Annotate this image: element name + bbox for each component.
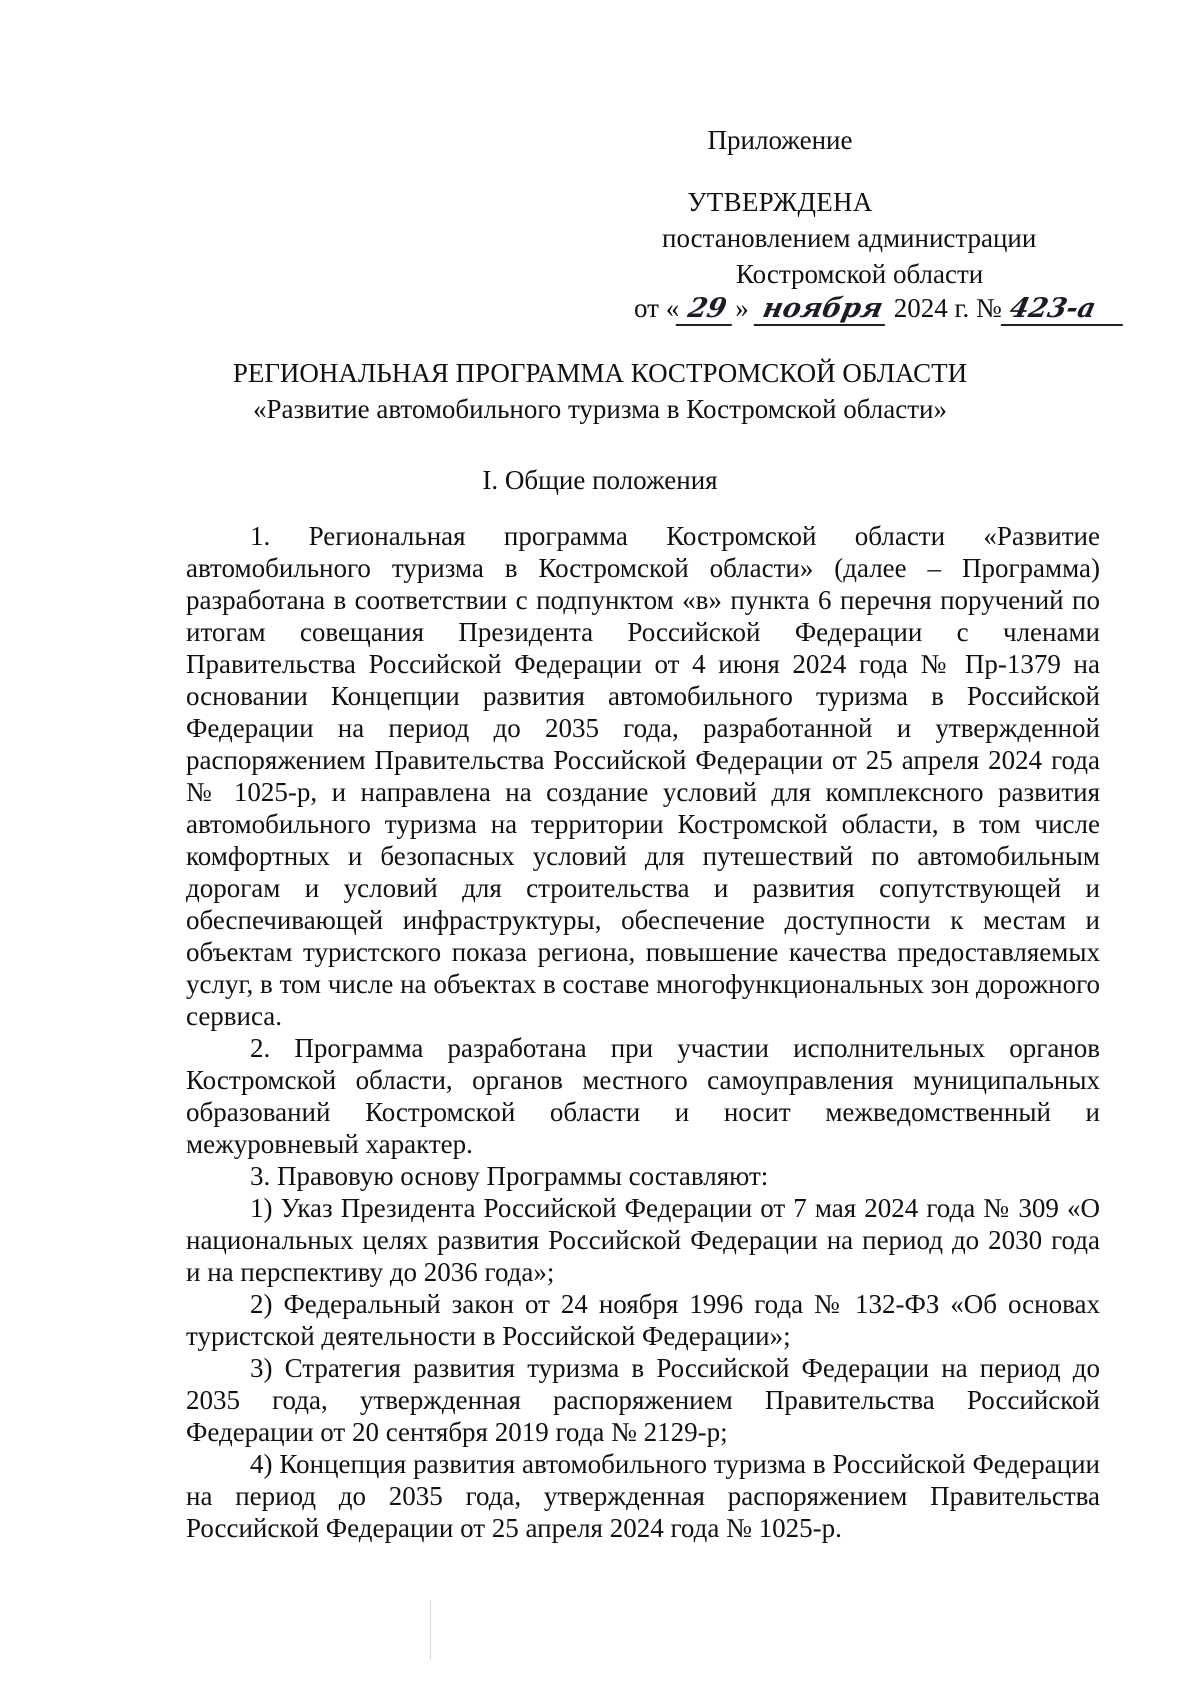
program-title-line1: РЕГИОНАЛЬНАЯ ПРОГРАММА КОСТРОМСКОЙ ОБЛАСТИ [232, 358, 968, 388]
list-item-3: 3) Стратегия развития туризма в Российской Федерации на период до 2035 года, утвержденная распоряжением Правительства Российской Федерации от 20 сентября 2019 года № 2129-р; [186, 1353, 1100, 1447]
decree-date-line [634, 290, 1126, 326]
list-item-2: 2) Федеральный закон от 24 ноября 1996 года № 132-ФЗ «Об основах туристской деятельности в Российской Федерации»; [186, 1289, 1100, 1351]
scan-artifact-line [430, 1600, 431, 1660]
approved-label: УТВЕРЖДЕНА [687, 187, 873, 217]
list-item-1: 1) Указ Президента Российской Федерации от 7 мая 2024 года № 309 «О национальных целях развития Российской Федерации на период до 2030 года и на перспективу до 2036 года»; [186, 1193, 1100, 1287]
region-label: Костромской области [736, 259, 984, 289]
decree-label: постановлением администрации [662, 223, 1037, 253]
program-title [100, 355, 1100, 427]
section-title: I. Общие положения [482, 465, 718, 495]
date-prefix: от « [634, 293, 680, 323]
list-item-4: 4) Концепция развития автомобильного туризма в Российской Федерации на период до 2035 года, утвержденная распоряжением Правительства Российской Федерации от 25 апреля 2024 года № 1025-р. [186, 1449, 1100, 1543]
paragraph-2: 2. Программа разработана при участии исполнительных органов Костромской области, органов местного самоуправления муниципальных образований Костромской области и носит межведомственный и межуровневый характер. [186, 1033, 1100, 1159]
handwritten-day: 29 [676, 294, 739, 326]
handwritten-number: 423-а [1000, 294, 1129, 326]
paragraph-3: 3. Правовую основу Программы составляют: [250, 1161, 769, 1191]
paragraph-1: 1. Региональная программа Костромской области «Развитие автомобильного туризма в Костромской области» (далее – Программа) разработана в соответствии с подпунктом «в» пункта 6 перечня поручений по итогам совещания Президента Российской Федерации с членами Правительства Российской Федерации от 4 июня 2024 года № Пр-1379 на основании Концепции развития автомобильного туризма в Российской Федерации на период до 2035 года, разработанной и утвержденной распоряжением Правительства Российской Федерации от 25 апреля 2024 года № 1025-р, и направлена на создание условий для комплексного развития автомобильного туризма на территории Костромской области, в том числе комфортных и безопасных условий для путешествий по автомобильным дорогам и условий для строительства и развития сопутствующей и обеспечивающей инфраструктуры, обеспечение доступности к местам и объектам туристского показа региона, повышение качества предоставляемых услуг, в том числе на объектах в составе многофункциональных зон дорожного сервиса. [186, 521, 1100, 1031]
date-mid: » [735, 293, 749, 323]
handwritten-month: ноября [753, 294, 891, 326]
appendix-label: Приложение [707, 125, 853, 155]
document-body [186, 520, 1100, 1544]
program-title-line2: «Развитие автомобильного туризма в Костромской области» [252, 394, 947, 424]
date-year: 2024 г. № [893, 293, 1002, 323]
